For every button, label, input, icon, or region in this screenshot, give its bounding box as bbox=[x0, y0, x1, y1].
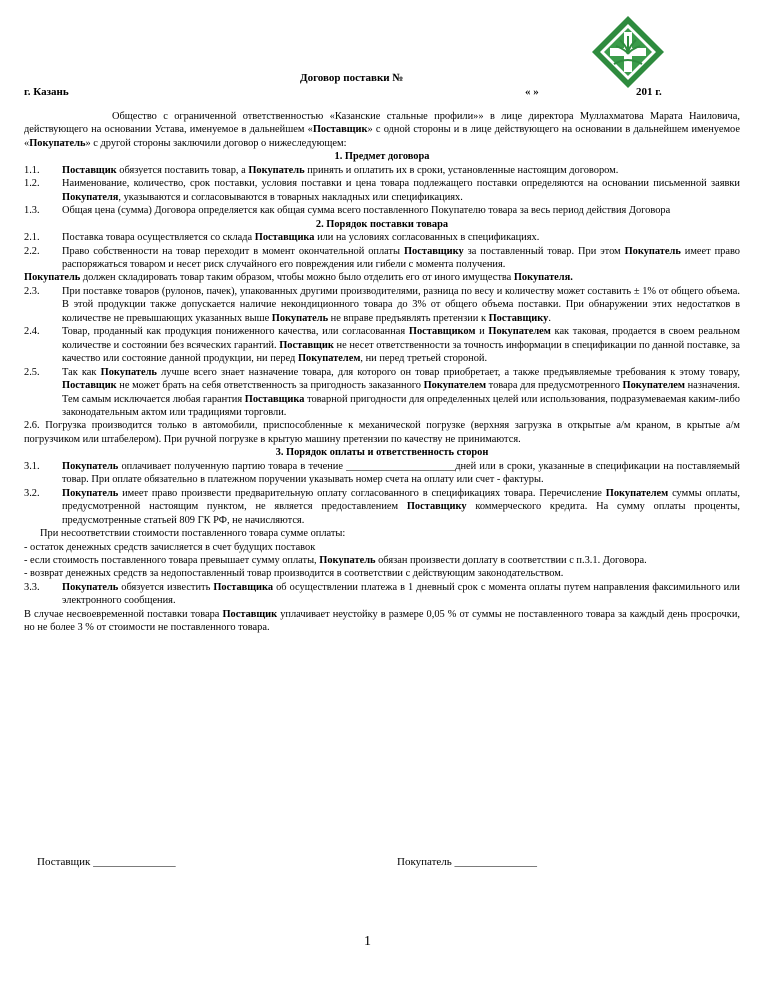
clause-2-4: 2.4. Товар, проданный как продукция пониженного качества, или согласованная Поставщиком и Покупателем как таковая, продается в своем реальном количестве и состоянии без всяческих гарантий. Поставщик не несет ответственности за точность информации в спецификации по данной поставке, за качество или состояние данной продукции, ни перед Покупателем, ни перед третьей стороной. bbox=[24, 326, 741, 365]
clause-3-1: 3.1. Покупатель оплачивает полученную партию товара в течение _____________________дней или в сроки, указанные в спецификации на поставляемый товар. При оплате обязательно в платежном поручении указывать номер счета на оплату или счет - фактуры. bbox=[24, 460, 740, 486]
clause-1-3: 1.3. Общая цена (сумма) Договора определяется как общая сумма всего поставленного Покупателю товара за весь период действия Договора bbox=[24, 205, 671, 217]
section-1-title: 1. Предмет договора bbox=[334, 151, 430, 163]
mismatch-item-3: - возврат денежных средств за недопоставленный товар производится в соответствии с действующим законодательством. bbox=[24, 568, 564, 580]
contract-date-day: « » bbox=[525, 86, 539, 98]
intro-paragraph: Общество с ограниченной ответственностью «Казанские стальные профили»» в лице директора Муллахматова Марата Наиловича, действующего на основании Устава, именуемое в дальнейшем «Поставщик» с одной стороны и в лице действующего на основании в дальнейшем именуемое «Покупатель» с другой стороны заключили договор о нижеследующем: bbox=[24, 111, 740, 149]
storage-paragraph: Покупатель должен складировать товар таким образом, чтобы можно было отделить его от иного имущества Покупателя. bbox=[24, 272, 573, 284]
buyer-signature-line: Покупатель _______________ bbox=[397, 856, 538, 868]
clause-2-3: 2.3. При поставке товаров (рулонов, пачек), упакованных другими производителями, разница по весу и количеству может составить ± 1% от общего объема. В этой продукции также допускается наличие некондиционного товара до 3% от общего объема поставки. При обнаружении этих недостатков в количестве не превышающих указанных выше Покупатель не вправе предъявлять претензии к Поставщику. bbox=[24, 285, 740, 324]
mismatch-paragraph: При несоответствии стоимости поставленного товара сумме оплаты: bbox=[40, 528, 346, 540]
section-2-title: 2. Порядок поставки товара bbox=[315, 218, 449, 230]
clause-1-2: 1.2. Наименование, количество, срок поставки, условия поставки и цена товара подлежащего поставки определяются на основании письменной заявки Покупателя, указываются и согласовываются в товарных накладных или спецификациях. bbox=[24, 178, 740, 203]
mismatch-item-1: - остаток денежных средств зачисляется в счет будущих поставок bbox=[24, 541, 316, 553]
clause-2-5: 2.5. Так как Покупатель лучше всего знает назначение товара, для которого он товар приобретает, а также предъявляемые требования к этому товару, Поставщик не может брать на себя ответственность за пригодность заказанного Покупателем товара для предусмотренного Покупателем назначения. Тем самым исключается любая гарантия Поставщика товарной пригодности для определенных целей или использования, подразумеваемая каким-либо законодательным актом или традициями торговли. bbox=[24, 366, 741, 418]
document-title: Договор поставки № bbox=[300, 72, 404, 84]
clause-3-2: 3.2. Покупатель имеет право произвести предварительную оплату согласованного в спецификациях товара. Перечисление Покупателем суммы оплаты, предусмотренной настоящим пунктом, не является предоставлением Поставщику коммерческого кредита. На сумму оплаты проценты, предусмотренные статьей 809 ГК РФ, не начисляются. bbox=[24, 487, 740, 526]
company-emblem-icon bbox=[590, 14, 666, 90]
section-3-title: 3. Порядок оплаты и ответственность сторон bbox=[275, 447, 489, 459]
contract-city: г. Казань bbox=[24, 86, 69, 98]
clause-3-3: 3.3. Покупатель обязуется известить Поставщика об осуществлении платежа в 1 дневный срок с момента оплаты путем направления факсимильного или электронного сообщения. bbox=[24, 581, 740, 607]
clause-2-2: 2.2. Право собственности на товар переходит в момент окончательной оплаты Поставщику за поставленный товар. При этом Покупатель имеет право распоряжаться товаром и несет риск случайного его повреждения или гибели с момента получения. bbox=[24, 245, 740, 270]
clause-1-1: 1.1. Поставщик обязуется поставить товар, а Покупатель принять и оплатить их в сроки, установленные настоящим договором. bbox=[24, 164, 619, 176]
contract-body bbox=[24, 110, 740, 635]
page-number: 1 bbox=[364, 934, 371, 949]
clause-2-6: 2.6. Погрузка производится только в автомобили, приспособленные к механической погрузке (верхняя загрузка в открытые а/м краном, в крытые а/м погрузчиком или штабелером). При ручной погрузке в крытую машину претензии по качеству не принимаются. bbox=[24, 420, 740, 445]
mismatch-item-2: - если стоимость поставленного товара превышает сумму оплаты, Покупатель обязан произвести доплату в соответствии с п.3.1. Договора. bbox=[24, 554, 647, 566]
contract-date-year: 201 г. bbox=[636, 86, 662, 98]
clause-2-1: 2.1. Поставка товара осуществляется со склада Поставщика или на условиях согласованных в спецификациях. bbox=[24, 232, 540, 244]
supplier-signature-line: Поставщик _______________ bbox=[37, 856, 176, 868]
penalty-paragraph: В случае несвоевременной поставки товара Поставщик уплачивает неустойку в размере 0,05 % от суммы не поставленного товара за каждый день просрочки, но не более 3 % от стоимости не поставленного товара. bbox=[24, 608, 740, 634]
